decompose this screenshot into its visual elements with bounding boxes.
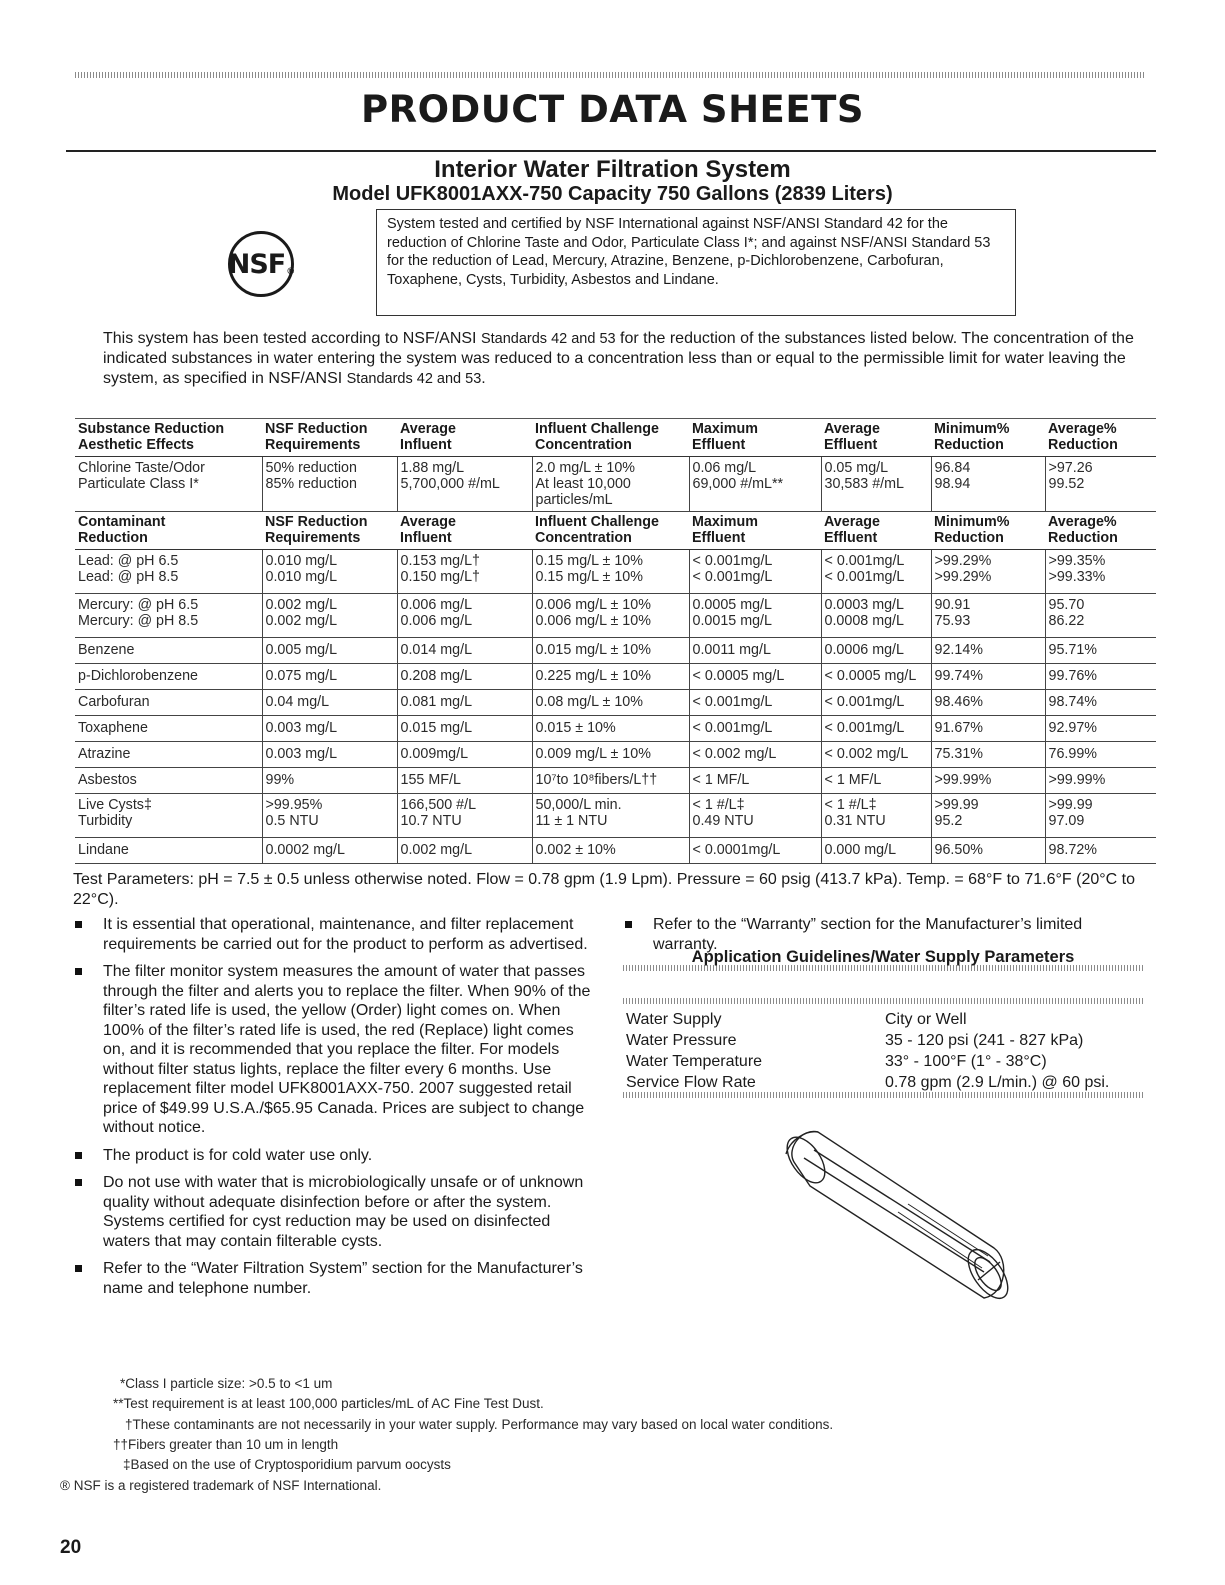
table-cell: < 0.001mg/L < 0.001mg/L [821, 550, 931, 594]
app-mid-hatch [623, 998, 1145, 1004]
page-number: 20 [60, 1537, 82, 1558]
table-cell: < 0.0005 mg/L [821, 664, 931, 690]
table-cell: 98.74% [1045, 690, 1156, 716]
column-header: Average% Reduction [1045, 419, 1156, 457]
table-cell: 155 MF/L [397, 768, 532, 794]
table-cell: < 0.001mg/L [821, 716, 931, 742]
table-cell: < 1 MF/L [821, 768, 931, 794]
table-cell: Mercury: @ pH 6.5 Mercury: @ pH 8.5 [75, 594, 262, 638]
footnote: ††Fibers greater than 10 um in length [113, 1436, 339, 1452]
table-cell: 0.009mg/L [397, 742, 532, 768]
table-cell: < 1 #/L‡ 0.31 NTU [821, 794, 931, 838]
parameter-name: Water Temperature [626, 1053, 763, 1070]
table-cell: 98.46% [931, 690, 1045, 716]
table-cell: 0.015 mg/L [397, 716, 532, 742]
table-cell: 98.72% [1045, 838, 1156, 864]
substance-reduction-table [75, 418, 1156, 864]
table-header-row [75, 419, 1156, 457]
table-cell: 0.225 mg/L ± 10% [532, 664, 689, 690]
table-cell: 0.002 ± 10% [532, 838, 689, 864]
table-cell: 90.91 75.93 [931, 594, 1045, 638]
column-header: NSF Reduction Requirements [262, 512, 397, 550]
table-cell: 0.15 mg/L ± 10% 0.15 mg/L ± 10% [532, 550, 689, 594]
table-cell: 75.31% [931, 742, 1045, 768]
table-cell: 0.0006 mg/L [821, 638, 931, 664]
test-parameters: Test Parameters: pH = 7.5 ± 0.5 unless otherwise noted. Flow = 0.78 gpm (1.9 Lpm). Pressure = 60 psig (413.7 kPa). Temp. = 68°F to 71.6°F (20°C to 22°C). [73, 871, 1135, 908]
table-cell: 0.014 mg/L [397, 638, 532, 664]
table-cell: < 1 #/L‡ 0.49 NTU [689, 794, 821, 838]
page-title: PRODUCT DATA SHEETS [360, 88, 864, 131]
column-header: Average Influent [397, 419, 532, 457]
nsf-logo-reg: ® [286, 267, 295, 277]
table-cell: 166,500 #/L 10.7 NTU [397, 794, 532, 838]
table-cell: >99.29% >99.29% [931, 550, 1045, 594]
table-row [75, 742, 1156, 768]
footnote: *Class I particle size: >0.5 to <1 um [120, 1376, 333, 1391]
table-cell: 0.005 mg/L [262, 638, 397, 664]
table-cell: 0.010 mg/L 0.010 mg/L [262, 550, 397, 594]
water-filter-cartridge-icon [778, 1122, 1018, 1322]
table-cell: 0.075 mg/L [262, 664, 397, 690]
table-cell: Benzene [75, 638, 262, 664]
table-cell: 92.14% [931, 638, 1045, 664]
table-row [75, 638, 1156, 664]
table-cell: >99.99% [1045, 768, 1156, 794]
table-cell: < 0.001mg/L < 0.001mg/L [689, 550, 821, 594]
table-cell: 0.153 mg/L† 0.150 mg/L† [397, 550, 532, 594]
parameter-value: 35 - 120 psi (241 - 827 kPa) [885, 1032, 1084, 1049]
parameter-value: City or Well [885, 1011, 967, 1028]
table-cell: 0.0011 mg/L [689, 638, 821, 664]
column-header: NSF Reduction Requirements [262, 419, 397, 457]
table-row [75, 457, 1156, 512]
nsf-logo-text: NSF [227, 248, 286, 280]
column-header: Contaminant Reduction [75, 512, 262, 550]
parameter-row [626, 1009, 1146, 1030]
list-item: Refer to the “Water Filtration System” section for the Manufacturer’s name and telephone number. [73, 1259, 598, 1298]
list-item: The product is for cold water use only. [73, 1146, 598, 1166]
model-line: Model UFK8001AXX-750 Capacity 750 Gallons (2839 Liters) [332, 183, 893, 205]
system-title: Interior Water Filtration System [434, 156, 791, 183]
intro-paragraph: This system has been tested according to NSF/ANSI Standards 42 and 53 for the reduction of the substances listed below. The concentration of the indicated substances in water entering the system was reduced to a concentration less than or equal to the permissible limit for water leaving the system, as specified in NSF/ANSI Standards 42 and 53. [103, 330, 1134, 387]
column-header: Minimum% Reduction [931, 419, 1045, 457]
table-cell: 0.05 mg/L 30,583 #/mL [821, 457, 931, 512]
table-cell: 0.002 mg/L [397, 838, 532, 864]
table-header-row [75, 512, 1156, 550]
table-cell: >99.99 97.09 [1045, 794, 1156, 838]
certification-box [376, 209, 1016, 316]
table-row [75, 768, 1156, 794]
table-cell: 50,000/L min. 11 ± 1 NTU [532, 794, 689, 838]
column-header: Maximum Effluent [689, 419, 821, 457]
footnotes [60, 1374, 833, 1475]
table-cell: < 0.001mg/L [689, 716, 821, 742]
nsf-logo-icon [228, 231, 294, 297]
table-cell: < 1 MF/L [689, 768, 821, 794]
table-cell: 2.0 mg/L ± 10% At least 10,000 particles/mL [532, 457, 689, 512]
table-cell: < 0.001mg/L [689, 690, 821, 716]
table-cell: 0.08 mg/L ± 10% [532, 690, 689, 716]
table-cell: 0.081 mg/L [397, 690, 532, 716]
footnote: **Test requirement is at least 100,000 particles/mL of AC Fine Test Dust. [113, 1396, 544, 1412]
table-cell: 0.006 mg/L 0.006 mg/L [397, 594, 532, 638]
table-cell: 0.04 mg/L [262, 690, 397, 716]
table-cell: 0.0003 mg/L 0.0008 mg/L [821, 594, 931, 638]
table-cell: 92.97% [1045, 716, 1156, 742]
table-cell: 96.84 98.94 [931, 457, 1045, 512]
table-cell: < 0.002 mg/L [689, 742, 821, 768]
parameter-row [626, 1051, 1146, 1072]
list-item: Do not use with water that is microbiologically unsafe or of unknown quality without adequate disinfection before or after the system. Systems certified for cyst reduction may be used on disinfected waters that may contain filterable cysts. [73, 1173, 598, 1251]
table-cell: 0.003 mg/L [262, 742, 397, 768]
table-cell: 95.70 86.22 [1045, 594, 1156, 638]
table-cell: 50% reduction 85% reduction [262, 457, 397, 512]
table-cell: 0.003 mg/L [262, 716, 397, 742]
application-table [626, 1009, 1146, 1093]
application-title: Application Guidelines/Water Supply Parameters [691, 948, 1075, 966]
table-cell: < 0.002 mg/L [821, 742, 931, 768]
table-row [75, 550, 1156, 594]
table-cell: >99.35% >99.33% [1045, 550, 1156, 594]
table-cell: Live Cysts‡ Turbidity [75, 794, 262, 838]
parameter-value: 0.78 gpm (2.9 L/min.) @ 60 psi. [885, 1074, 1110, 1091]
column-header: Minimum% Reduction [931, 512, 1045, 550]
table-cell: 0.06 mg/L 69,000 #/mL** [689, 457, 821, 512]
column-header: Average Effluent [821, 419, 931, 457]
column-header: Average Influent [397, 512, 532, 550]
column-header: Substance Reduction Aesthetic Effects [75, 419, 262, 457]
table-row [75, 716, 1156, 742]
table-cell: 91.67% [931, 716, 1045, 742]
column-header: Maximum Effluent [689, 512, 821, 550]
table-cell: 0.009 mg/L ± 10% [532, 742, 689, 768]
list-item: The filter monitor system measures the amount of water that passes through the filter and alerts you to replace the filter. When 90% of the filter’s rated life is used, the yellow (Order) light comes on. When 100% of the filter’s rated life is used, the red (Replace) light comes on, and it is recommended that you replace the filter. For models without filter status lights, replace the filter every 6 months. Use replacement filter model UFK8001AXX-750. 2007 suggested retail price of $49.99 U.S.A./$65.95 Canada. Prices are subject to change without notice. [73, 962, 598, 1138]
parameter-row [626, 1072, 1146, 1093]
table-cell: < 0.0005 mg/L [689, 664, 821, 690]
table-cell: >99.95% 0.5 NTU [262, 794, 397, 838]
certification-text: System tested and certified by NSF International against NSF/ANSI Standard 42 for the reduction of Chlorine Taste and Odor, Particulate Class I*; and against NSF/ANSI Standard 53 for the reduction of Lead, Mercury, Atrazine, Benzene, p-Dichlorobenzene, Carbofuran, Toxaphene, Cysts, Turbidity, Asbestos and Lindane. [387, 216, 991, 288]
table-cell: 99% [262, 768, 397, 794]
table-cell: 0.015 ± 10% [532, 716, 689, 742]
parameter-name: Service Flow Rate [626, 1074, 756, 1091]
table-cell: >99.99 95.2 [931, 794, 1045, 838]
column-header: Average% Reduction [1045, 512, 1156, 550]
left-bullet-list [73, 915, 598, 1306]
column-header: Influent Challenge Concentration [532, 512, 689, 550]
table-row [75, 690, 1156, 716]
trademark-note: ® NSF is a registered trademark of NSF International. [60, 1478, 382, 1493]
table-cell: 0.0002 mg/L [262, 838, 397, 864]
table-cell: 99.74% [931, 664, 1045, 690]
table-cell: 76.99% [1045, 742, 1156, 768]
table-cell: 0.015 mg/L ± 10% [532, 638, 689, 664]
table-cell: Asbestos [75, 768, 262, 794]
table-cell: 0.002 mg/L 0.002 mg/L [262, 594, 397, 638]
table-cell: 99.76% [1045, 664, 1156, 690]
table-cell: Toxaphene [75, 716, 262, 742]
table-row [75, 794, 1156, 838]
title-rule [66, 150, 1156, 152]
table-cell: 0.208 mg/L [397, 664, 532, 690]
parameter-row [626, 1030, 1146, 1051]
parameter-value: 33° - 100°F (1° - 38°C) [885, 1053, 1047, 1070]
table-cell: < 0.0001mg/L [689, 838, 821, 864]
table-cell: >99.99% [931, 768, 1045, 794]
footnote: †These contaminants are not necessarily in your water supply. Performance may vary based on local water conditions. [125, 1416, 834, 1432]
table-cell: >97.26 99.52 [1045, 457, 1156, 512]
table-row [75, 664, 1156, 690]
table-cell: 0.0005 mg/L 0.0015 mg/L [689, 594, 821, 638]
column-header: Average Effluent [821, 512, 931, 550]
table-cell: Lindane [75, 838, 262, 864]
parameter-name: Water Pressure [626, 1032, 737, 1049]
table-cell: 0.006 mg/L ± 10% 0.006 mg/L ± 10% [532, 594, 689, 638]
table-cell: 1.88 mg/L 5,700,000 #/mL [397, 457, 532, 512]
list-item: It is essential that operational, maintenance, and filter replacement requirements be carried out for the product to perform as advertised. [73, 915, 598, 954]
table-cell: 95.71% [1045, 638, 1156, 664]
table-cell: p-Dichlorobenzene [75, 664, 262, 690]
table-cell: Atrazine [75, 742, 262, 768]
parameter-name: Water Supply [626, 1011, 722, 1028]
table-cell: 10⁷to 10⁸fibers/L†† [532, 768, 689, 794]
table-row [75, 838, 1156, 864]
column-header: Influent Challenge Concentration [532, 419, 689, 457]
table-cell: Carbofuran [75, 690, 262, 716]
table-cell: Lead: @ pH 6.5 Lead: @ pH 8.5 [75, 550, 262, 594]
table-cell: 96.50% [931, 838, 1045, 864]
table-cell: 0.000 mg/L [821, 838, 931, 864]
footnote: ‡Based on the use of Cryptosporidium parvum oocysts [123, 1457, 451, 1473]
table-row [75, 594, 1156, 638]
top-hatch-rule [75, 72, 1145, 78]
table-cell: < 0.001mg/L [821, 690, 931, 716]
table-cell: Chlorine Taste/Odor Particulate Class I* [75, 457, 262, 512]
app-bottom-hatch [623, 1092, 1145, 1098]
list-item: Refer to the “Warranty” section for the Manufacturer’s limited warranty. [623, 915, 1148, 954]
